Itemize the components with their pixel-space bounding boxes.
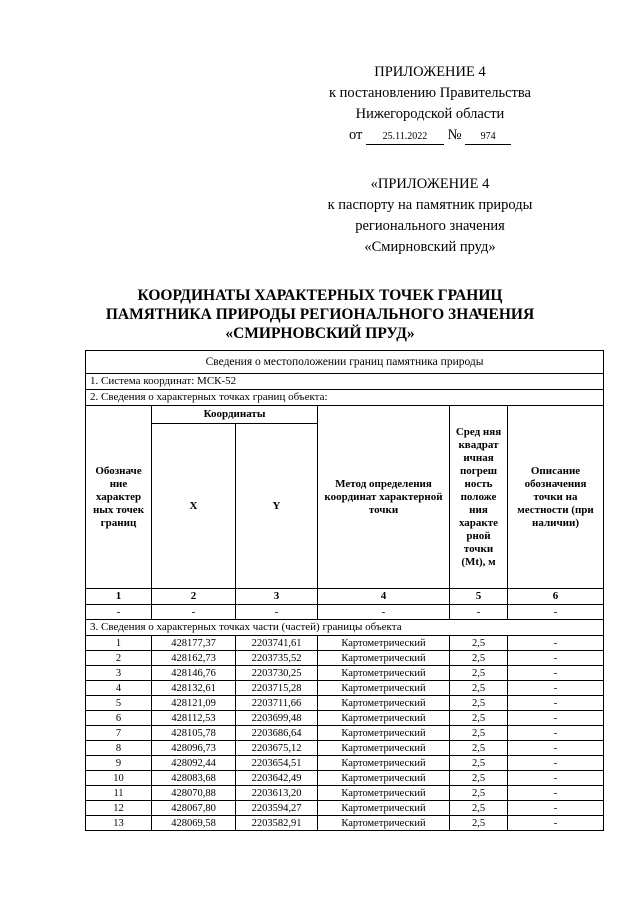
appendix-number: 974: [465, 130, 511, 145]
col-number: 6: [508, 589, 604, 605]
table-row: [86, 786, 604, 801]
y-coordinate-cell: 2203686,64: [236, 726, 318, 741]
error-cell: 2,5: [450, 711, 508, 726]
x-coordinate-cell: 428112,53: [152, 711, 236, 726]
col-header-description: Описание обозначения точки на местности (при наличии): [508, 406, 604, 589]
section-2: 2. Сведения о характерных точках границ объекта:: [86, 390, 604, 406]
error-cell: 2,5: [450, 816, 508, 831]
dash-cell: -: [152, 605, 236, 620]
error-cell: 2,5: [450, 651, 508, 666]
y-coordinate-cell: 2203741,61: [236, 636, 318, 651]
method-cell: Картометрический: [318, 666, 450, 681]
y-coordinate-cell: 2203675,12: [236, 741, 318, 756]
section-1: 1. Система координат: МСК-52: [86, 374, 604, 390]
y-coordinate-cell: 2203654,51: [236, 756, 318, 771]
appendix-ref-line-3: «Смирновский пруд»: [364, 239, 496, 255]
y-coordinate-cell: 2203642,49: [236, 771, 318, 786]
dash-cell: -: [508, 605, 604, 620]
x-coordinate-cell: 428177,37: [152, 636, 236, 651]
appendix-ref-line-1: к паспорту на памятник природы: [327, 197, 533, 213]
appendix-ref-title: «ПРИЛОЖЕНИЕ 4: [370, 176, 490, 192]
method-cell: Картометрический: [318, 801, 450, 816]
error-cell: 2,5: [450, 696, 508, 711]
y-coordinate-cell: 2203594,27: [236, 801, 318, 816]
col-header-coords: Координаты: [152, 406, 318, 424]
x-coordinate-cell: 428069,58: [152, 816, 236, 831]
appendix-date-line: [300, 125, 560, 146]
method-cell: Картометрический: [318, 681, 450, 696]
y-coordinate-cell: 2203613,20: [236, 786, 318, 801]
y-coordinate-cell: 2203730,25: [236, 666, 318, 681]
col-number: 2: [152, 589, 236, 605]
method-cell: Картометрический: [318, 696, 450, 711]
point-id-cell: 3: [86, 666, 152, 681]
error-cell: 2,5: [450, 786, 508, 801]
x-coordinate-cell: 428083,68: [152, 771, 236, 786]
method-cell: Картометрический: [318, 771, 450, 786]
appendix-reference: [300, 174, 560, 258]
description-cell: -: [508, 756, 604, 771]
table-row: [86, 801, 604, 816]
description-cell: -: [508, 711, 604, 726]
x-coordinate-cell: 428162,73: [152, 651, 236, 666]
x-coordinate-cell: 428067,80: [152, 801, 236, 816]
point-id-cell: 5: [86, 696, 152, 711]
error-cell: 2,5: [450, 756, 508, 771]
point-id-cell: 1: [86, 636, 152, 651]
method-cell: Картометрический: [318, 816, 450, 831]
method-cell: Картометрический: [318, 726, 450, 741]
appendix-ref-line-2: регионального значения: [355, 218, 505, 234]
table-row: [86, 711, 604, 726]
col-number: 3: [236, 589, 318, 605]
x-coordinate-cell: 428096,73: [152, 741, 236, 756]
dash-cell: -: [86, 605, 152, 620]
description-cell: -: [508, 651, 604, 666]
info-header: Сведения о местоположении границ памятника природы: [86, 351, 604, 374]
y-coordinate-cell: 2203715,28: [236, 681, 318, 696]
appendix-date: 25.11.2022: [366, 130, 444, 145]
point-id-cell: 4: [86, 681, 152, 696]
description-cell: -: [508, 666, 604, 681]
appendix-header: [300, 62, 560, 146]
error-cell: 2,5: [450, 801, 508, 816]
table-row: [86, 636, 604, 651]
date-prefix: от: [348, 127, 363, 143]
point-id-cell: 7: [86, 726, 152, 741]
col-header-y: Y: [236, 424, 318, 589]
point-id-cell: 12: [86, 801, 152, 816]
y-coordinate-cell: 2203735,52: [236, 651, 318, 666]
error-cell: 2,5: [450, 666, 508, 681]
method-cell: Картометрический: [318, 786, 450, 801]
coordinates-table: [85, 350, 604, 831]
description-cell: -: [508, 786, 604, 801]
table-row: [86, 681, 604, 696]
description-cell: -: [508, 681, 604, 696]
table-row: [86, 816, 604, 831]
description-cell: -: [508, 741, 604, 756]
x-coordinate-cell: 428146,76: [152, 666, 236, 681]
appendix-title: ПРИЛОЖЕНИЕ 4: [374, 64, 486, 80]
y-coordinate-cell: 2203711,66: [236, 696, 318, 711]
method-cell: Картометрический: [318, 756, 450, 771]
dash-cell: -: [318, 605, 450, 620]
x-coordinate-cell: 428092,44: [152, 756, 236, 771]
table-row: [86, 726, 604, 741]
dash-cell: -: [450, 605, 508, 620]
title-line-3: «СМИРНОВСКИЙ ПРУД»: [225, 325, 415, 342]
col-number: 4: [318, 589, 450, 605]
error-cell: 2,5: [450, 726, 508, 741]
description-cell: -: [508, 696, 604, 711]
appendix-line-1: к постановлению Правительства: [329, 85, 531, 101]
error-cell: 2,5: [450, 771, 508, 786]
table-row: [86, 741, 604, 756]
x-coordinate-cell: 428132,61: [152, 681, 236, 696]
title-line-1: КООРДИНАТЫ ХАРАКТЕРНЫХ ТОЧЕК ГРАНИЦ: [137, 287, 503, 304]
description-cell: -: [508, 816, 604, 831]
x-coordinate-cell: 428121,09: [152, 696, 236, 711]
table-row: [86, 696, 604, 711]
dash-cell: -: [236, 605, 318, 620]
method-cell: Картометрический: [318, 711, 450, 726]
y-coordinate-cell: 2203582,91: [236, 816, 318, 831]
document-title: [60, 286, 580, 343]
description-cell: -: [508, 726, 604, 741]
x-coordinate-cell: 428105,78: [152, 726, 236, 741]
title-line-2: ПАМЯТНИКА ПРИРОДЫ РЕГИОНАЛЬНОГО ЗНАЧЕНИЯ: [105, 306, 535, 323]
description-cell: -: [508, 771, 604, 786]
point-id-cell: 6: [86, 711, 152, 726]
table-row: [86, 771, 604, 786]
point-id-cell: 8: [86, 741, 152, 756]
method-cell: Картометрический: [318, 636, 450, 651]
point-id-cell: 9: [86, 756, 152, 771]
error-cell: 2,5: [450, 636, 508, 651]
point-id-cell: 2: [86, 651, 152, 666]
col-header-x: X: [152, 424, 236, 589]
y-coordinate-cell: 2203699,48: [236, 711, 318, 726]
col-number: 1: [86, 589, 152, 605]
error-cell: 2,5: [450, 681, 508, 696]
point-id-cell: 10: [86, 771, 152, 786]
method-cell: Картометрический: [318, 741, 450, 756]
col-number: 5: [450, 589, 508, 605]
table-row: [86, 651, 604, 666]
table-row: [86, 666, 604, 681]
point-id-cell: 11: [86, 786, 152, 801]
x-coordinate-cell: 428070,88: [152, 786, 236, 801]
section-3: 3. Сведения о характерных точках части (частей) границы объекта: [86, 620, 604, 636]
method-cell: Картометрический: [318, 651, 450, 666]
description-cell: -: [508, 636, 604, 651]
col-header-method: Метод определения координат характерной точки: [318, 406, 450, 589]
col-header-point: Обозначе ние характер ных точек границ: [86, 406, 152, 589]
number-sign: №: [447, 127, 462, 143]
appendix-line-2: Нижегородской области: [355, 106, 505, 122]
description-cell: -: [508, 801, 604, 816]
col-header-error: Сред няя квадрат ичная погреш ность положе ния характе рной точки (Mt), м: [450, 406, 508, 589]
table-row: [86, 756, 604, 771]
error-cell: 2,5: [450, 741, 508, 756]
point-id-cell: 13: [86, 816, 152, 831]
